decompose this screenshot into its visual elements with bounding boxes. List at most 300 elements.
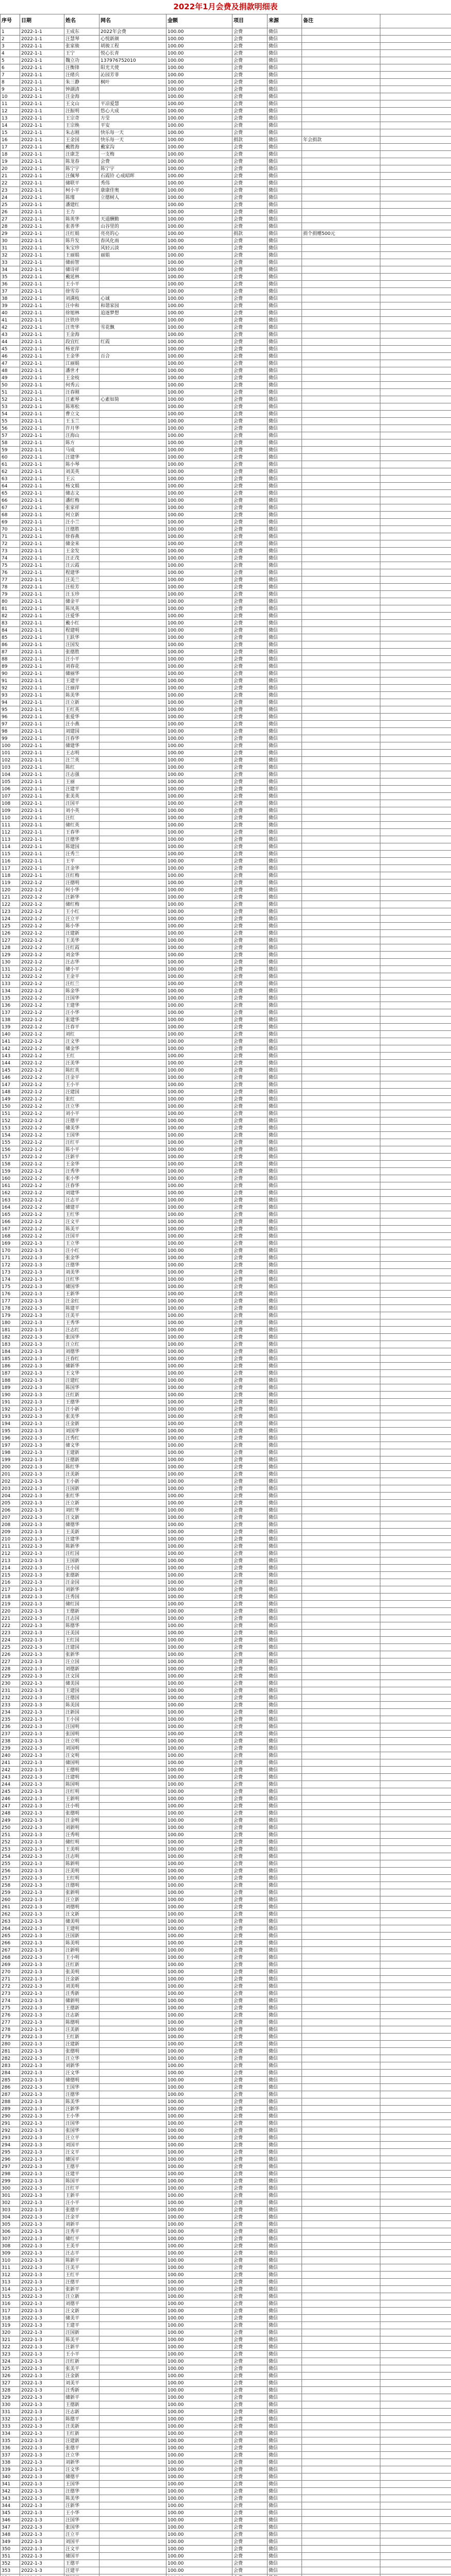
source-cell: 微信 [268,1175,302,1182]
name-cell: 张爱华 [64,714,99,721]
name-cell: 汪新平 [64,2344,99,2351]
item-cell: 会费 [232,2481,268,2488]
date-cell: 2022-1-1 [20,613,64,620]
source-cell: 微信 [268,1875,302,1882]
table-row [1,2228,451,2235]
table-row [1,108,451,115]
nickname-cell [99,706,166,714]
name-cell: 陈寒松 [64,403,99,411]
date-cell: 2022-1-3 [20,1327,64,1334]
note-cell [302,1940,380,1947]
note-cell [302,1550,380,1557]
source-cell: 微信 [268,1904,302,1911]
item-cell: 会费 [232,1384,268,1392]
amount-cell: 100.00 [166,2322,232,2329]
date-cell: 2022-1-2 [20,1089,64,1096]
seq-cell: 171 [1,1255,20,1262]
seq-cell: 321 [1,2336,20,2344]
note-cell [302,245,380,252]
name-cell: 陈国华 [64,1384,99,1392]
item-cell: 会费 [232,2423,268,2430]
nickname-cell [99,2070,166,2077]
item-cell: 会费 [232,317,268,324]
note-cell [302,1175,380,1182]
item-cell: 会费 [232,649,268,656]
source-cell: 微信 [268,1889,302,1896]
extra-cell [380,2409,451,2416]
date-cell: 2022-1-3 [20,1896,64,1904]
name-cell: 汪新明 [64,1947,99,1954]
source-cell: 微信 [268,2538,302,2546]
table-row [1,2574,451,2576]
amount-cell: 100.00 [166,2243,232,2250]
name-cell: 刘建国 [64,728,99,735]
date-cell: 2022-1-2 [20,973,64,980]
item-cell: 会费 [232,1810,268,1817]
extra-cell [380,1615,451,1622]
nickname-cell [99,2235,166,2243]
amount-cell: 100.00 [166,1817,232,1824]
seq-cell: 4 [1,50,20,57]
source-cell: 微信 [268,1767,302,1774]
name-cell: 汪金国 [64,1579,99,1586]
table-row [1,468,451,476]
name-cell: 王小国 [64,1716,99,1723]
item-cell: 会费 [232,1500,268,1507]
seq-cell: 288 [1,2098,20,2106]
source-cell: 微信 [268,115,302,122]
name-cell: 刘美英 [64,468,99,476]
item-cell: 会费 [232,2156,268,2163]
extra-cell [380,562,451,569]
source-cell: 微信 [268,1608,302,1615]
table-row [1,1125,451,1132]
item-cell: 会费 [232,1016,268,1024]
name-cell: 王平 [64,858,99,865]
table-row [1,396,451,403]
source-cell: 微信 [268,1658,302,1666]
item-cell: 会费 [232,1795,268,1803]
name-cell: 陈美平 [64,2336,99,2344]
table-row [1,173,451,180]
seq-cell: 136 [1,1002,20,1009]
source-cell: 微信 [268,1298,302,1305]
name-cell: 何秀云 [64,382,99,389]
source-cell: 微信 [268,519,302,526]
source-cell: 微信 [268,2286,302,2293]
nickname-cell [99,656,166,663]
extra-cell [380,216,451,223]
name-cell: 汪金新 [64,1420,99,1428]
item-cell: 会费 [232,894,268,901]
nickname-cell [99,346,166,353]
note-cell [302,1507,380,1514]
date-cell: 2022-1-2 [20,1168,64,1175]
extra-cell [380,1370,451,1377]
extra-cell [380,468,451,476]
amount-cell: 100.00 [166,1298,232,1305]
amount-cell: 100.00 [166,786,232,793]
extra-cell [380,1298,451,1305]
amount-cell: 100.00 [166,346,232,353]
name-cell: 刘德明 [64,1904,99,1911]
name-cell: 王红华 [64,1211,99,1218]
source-cell: 微信 [268,930,302,937]
note-cell [302,259,380,266]
source-cell: 微信 [268,1060,302,1067]
date-cell: 2022-1-3 [20,1666,64,1673]
source-cell: 微信 [268,1045,302,1053]
note-cell [302,591,380,598]
nickname-cell: 山谷里的 [99,223,166,230]
source-cell: 微信 [268,584,302,591]
extra-cell [380,2488,451,2495]
item-cell: 会费 [232,1161,268,1168]
seq-cell: 205 [1,1500,20,1507]
amount-cell: 100.00 [166,1514,232,1521]
amount-cell: 100.00 [166,115,232,122]
extra-cell [380,887,451,894]
name-cell: 王秀华 [64,1319,99,1327]
source-cell: 微信 [268,2192,302,2199]
item-cell: 会费 [232,1644,268,1651]
nickname-cell [99,1759,166,1767]
seq-cell: 235 [1,1716,20,1723]
amount-cell: 100.00 [166,1860,232,1868]
extra-cell [380,1182,451,1190]
seq-cell: 65 [1,490,20,497]
note-cell [302,699,380,706]
name-cell: 王红英 [64,706,99,714]
name-cell: 王国华 [64,2481,99,2488]
source-cell: 微信 [268,613,302,620]
nickname-cell [99,1702,166,1709]
amount-cell: 100.00 [166,728,232,735]
note-cell [302,2481,380,2488]
nickname-cell [99,2574,166,2576]
amount-cell: 100.00 [166,1262,232,1269]
date-cell: 2022-1-1 [20,367,64,375]
header-item: 项目 [232,14,268,28]
source-cell: 微信 [268,1630,302,1637]
item-cell: 会费 [232,1976,268,1983]
seq-cell: 96 [1,714,20,721]
table-row [1,1694,451,1702]
date-cell: 2022-1-1 [20,245,64,252]
item-cell: 会费 [232,2106,268,2113]
extra-cell [380,1500,451,1507]
name-cell: 汪德明 [64,1882,99,1889]
item-cell: 会费 [232,108,268,115]
extra-cell [380,1355,451,1363]
extra-cell [380,1933,451,1940]
name-cell: 刘新华 [64,1586,99,1594]
name-cell: 储国明 [64,1759,99,1767]
seq-cell: 89 [1,663,20,670]
date-cell: 2022-1-1 [20,858,64,865]
note-cell [302,908,380,916]
amount-cell: 100.00 [166,1399,232,1406]
extra-cell [380,757,451,764]
item-cell: 会费 [232,980,268,988]
note-cell [302,2358,380,2365]
source-cell: 微信 [268,533,302,540]
table-row [1,2401,451,2409]
note-cell [302,1392,380,1399]
item-cell: 会费 [232,331,268,338]
nickname-cell [99,2315,166,2322]
table-row [1,2437,451,2445]
nickname-cell [99,937,166,944]
nickname-cell [99,1651,166,1658]
nickname-cell [99,1240,166,1247]
nickname-cell [99,1471,166,1478]
item-cell: 会费 [232,851,268,858]
nickname-cell [99,382,166,389]
date-cell: 2022-1-3 [20,2437,64,2445]
extra-cell [380,2077,451,2084]
table-row [1,2344,451,2351]
table-row [1,1370,451,1377]
note-cell [302,923,380,930]
seq-cell: 98 [1,728,20,735]
note-cell [302,714,380,721]
seq-cell: 60 [1,454,20,461]
extra-cell [380,165,451,173]
table-row [1,2120,451,2127]
nickname-cell: 阳光天使 [99,64,166,72]
date-cell: 2022-1-2 [20,1045,64,1053]
extra-cell [380,439,451,447]
seq-cell: 70 [1,526,20,533]
table-row [1,64,451,72]
name-cell: 储国平 [64,2156,99,2163]
seq-cell: 166 [1,1218,20,1226]
amount-cell: 100.00 [166,757,232,764]
seq-cell: 130 [1,959,20,966]
table-row [1,1449,451,1456]
table-row [1,187,451,194]
name-cell: 王丽娟 [64,252,99,259]
table-row [1,1089,451,1096]
note-cell [302,375,380,382]
source-cell: 微信 [268,1594,302,1601]
table-row [1,158,451,165]
extra-cell [380,1096,451,1103]
source-cell: 微信 [268,980,302,988]
source-cell: 微信 [268,2502,302,2510]
note-cell [302,2091,380,2098]
nickname-cell [99,209,166,216]
amount-cell: 100.00 [166,1759,232,1767]
table-row [1,2329,451,2336]
note-cell [302,764,380,771]
extra-cell [380,2365,451,2372]
source-cell: 微信 [268,2416,302,2423]
date-cell: 2022-1-2 [20,894,64,901]
date-cell: 2022-1-1 [20,815,64,822]
extra-cell [380,1839,451,1846]
note-cell [302,822,380,829]
seq-cell: 269 [1,1961,20,1969]
seq-cell: 232 [1,1694,20,1702]
source-cell: 微信 [268,1911,302,1918]
seq-cell: 76 [1,569,20,577]
nickname-cell [99,2416,166,2423]
extra-cell [380,1925,451,1933]
extra-cell [380,1536,451,1543]
name-cell: 汪金华 [64,865,99,872]
amount-cell: 100.00 [166,1348,232,1355]
extra-cell [380,1471,451,1478]
date-cell: 2022-1-1 [20,389,64,396]
item-cell: 会费 [232,598,268,605]
seq-cell: 297 [1,2163,20,2171]
table-row [1,2473,451,2481]
date-cell: 2022-1-3 [20,1983,64,1990]
amount-cell: 100.00 [166,1211,232,1218]
name-cell: 汪建华 [64,454,99,461]
name-cell: 汪建新 [64,2437,99,2445]
name-cell: 王德新 [64,2005,99,2012]
name-cell: 汪红华 [64,1276,99,1283]
note-cell [302,1132,380,1139]
source-cell: 微信 [268,187,302,194]
item-cell: 会费 [232,432,268,439]
name-cell: 汪德新 [64,1456,99,1464]
date-cell: 2022-1-3 [20,1687,64,1694]
extra-cell [380,1485,451,1493]
item-cell: 会费 [232,1860,268,1868]
extra-cell [380,1529,451,1536]
table-row [1,1507,451,1514]
item-cell: 会费 [232,1832,268,1839]
note-cell [302,1485,380,1493]
table-row [1,988,451,995]
item-cell: 会费 [232,2055,268,2062]
name-cell: 王美明 [64,1846,99,1853]
item-cell: 会费 [232,274,268,281]
amount-cell: 100.00 [166,1428,232,1435]
note-cell [302,1103,380,1110]
name-cell: 张小华 [64,1175,99,1182]
extra-cell [380,605,451,613]
extra-cell [380,1947,451,1954]
seq-cell: 225 [1,1644,20,1651]
extra-cell [380,1406,451,1413]
source-cell: 微信 [268,2033,302,2041]
source-cell: 微信 [268,2041,302,2048]
nickname-cell [99,1904,166,1911]
amount-cell: 100.00 [166,1067,232,1074]
nickname-cell [99,1269,166,1276]
name-cell: 王美华 [64,937,99,944]
item-cell: 会费 [232,375,268,382]
note-cell [302,1161,380,1168]
amount-cell: 100.00 [166,2070,232,2077]
note-cell [302,1709,380,1716]
item-cell: 会费 [232,952,268,959]
note-cell [302,1601,380,1608]
date-cell: 2022-1-1 [20,519,64,526]
note-cell [302,2149,380,2156]
note-cell [302,57,380,64]
extra-cell [380,1723,451,1731]
note-cell [302,2394,380,2401]
extra-cell [380,274,451,281]
note-cell [302,1024,380,1031]
seq-cell: 108 [1,800,20,807]
seq-cell: 241 [1,1759,20,1767]
date-cell: 2022-1-1 [20,252,64,259]
item-cell: 会费 [232,1067,268,1074]
extra-cell [380,663,451,670]
note-cell [302,2445,380,2452]
date-cell: 2022-1-3 [20,2062,64,2070]
name-cell: 汪立新 [64,2293,99,2300]
source-cell: 微信 [268,2048,302,2055]
amount-cell: 100.00 [166,1666,232,1673]
date-cell: 2022-1-3 [20,2488,64,2495]
date-cell: 2022-1-3 [20,1529,64,1536]
nickname-cell [99,1045,166,1053]
source-cell: 微信 [268,815,302,822]
extra-cell [380,2531,451,2538]
note-cell [302,1860,380,1868]
nickname-cell [99,1117,166,1125]
nickname-cell [99,1312,166,1319]
amount-cell: 100.00 [166,1363,232,1370]
extra-cell [380,2336,451,2344]
amount-cell: 100.00 [166,165,232,173]
seq-cell: 304 [1,2214,20,2221]
name-cell: 张美平 [64,2365,99,2372]
source-cell: 微信 [268,1651,302,1658]
extra-cell [380,2207,451,2214]
item-cell: 会费 [232,1846,268,1853]
note-cell [302,1622,380,1630]
seq-cell: 69 [1,519,20,526]
seq-cell: 336 [1,2445,20,2452]
nickname-cell [99,1752,166,1759]
name-cell: 汪康芝 [64,151,99,158]
date-cell: 2022-1-2 [20,1146,64,1154]
amount-cell: 100.00 [166,1911,232,1918]
nickname-cell [99,2019,166,2026]
table-row [1,757,451,764]
donation-table [0,14,451,2576]
item-cell: 会费 [232,1074,268,1081]
extra-cell [380,2149,451,2156]
seq-cell: 107 [1,793,20,800]
extra-cell [380,490,451,497]
note-cell [302,302,380,310]
table-row [1,115,451,122]
seq-cell: 174 [1,1276,20,1283]
seq-cell: 150 [1,1103,20,1110]
name-cell: 刘春花 [64,663,99,670]
extra-cell [380,1637,451,1644]
table-row [1,1096,451,1103]
extra-cell [380,122,451,129]
date-cell: 2022-1-3 [20,2113,64,2120]
seq-cell: 229 [1,1673,20,1680]
seq-cell: 341 [1,2481,20,2488]
table-row [1,1666,451,1673]
name-cell: 王金平 [64,973,99,980]
seq-cell: 85 [1,634,20,641]
nickname-cell: 平凉爱慧 [99,100,166,108]
